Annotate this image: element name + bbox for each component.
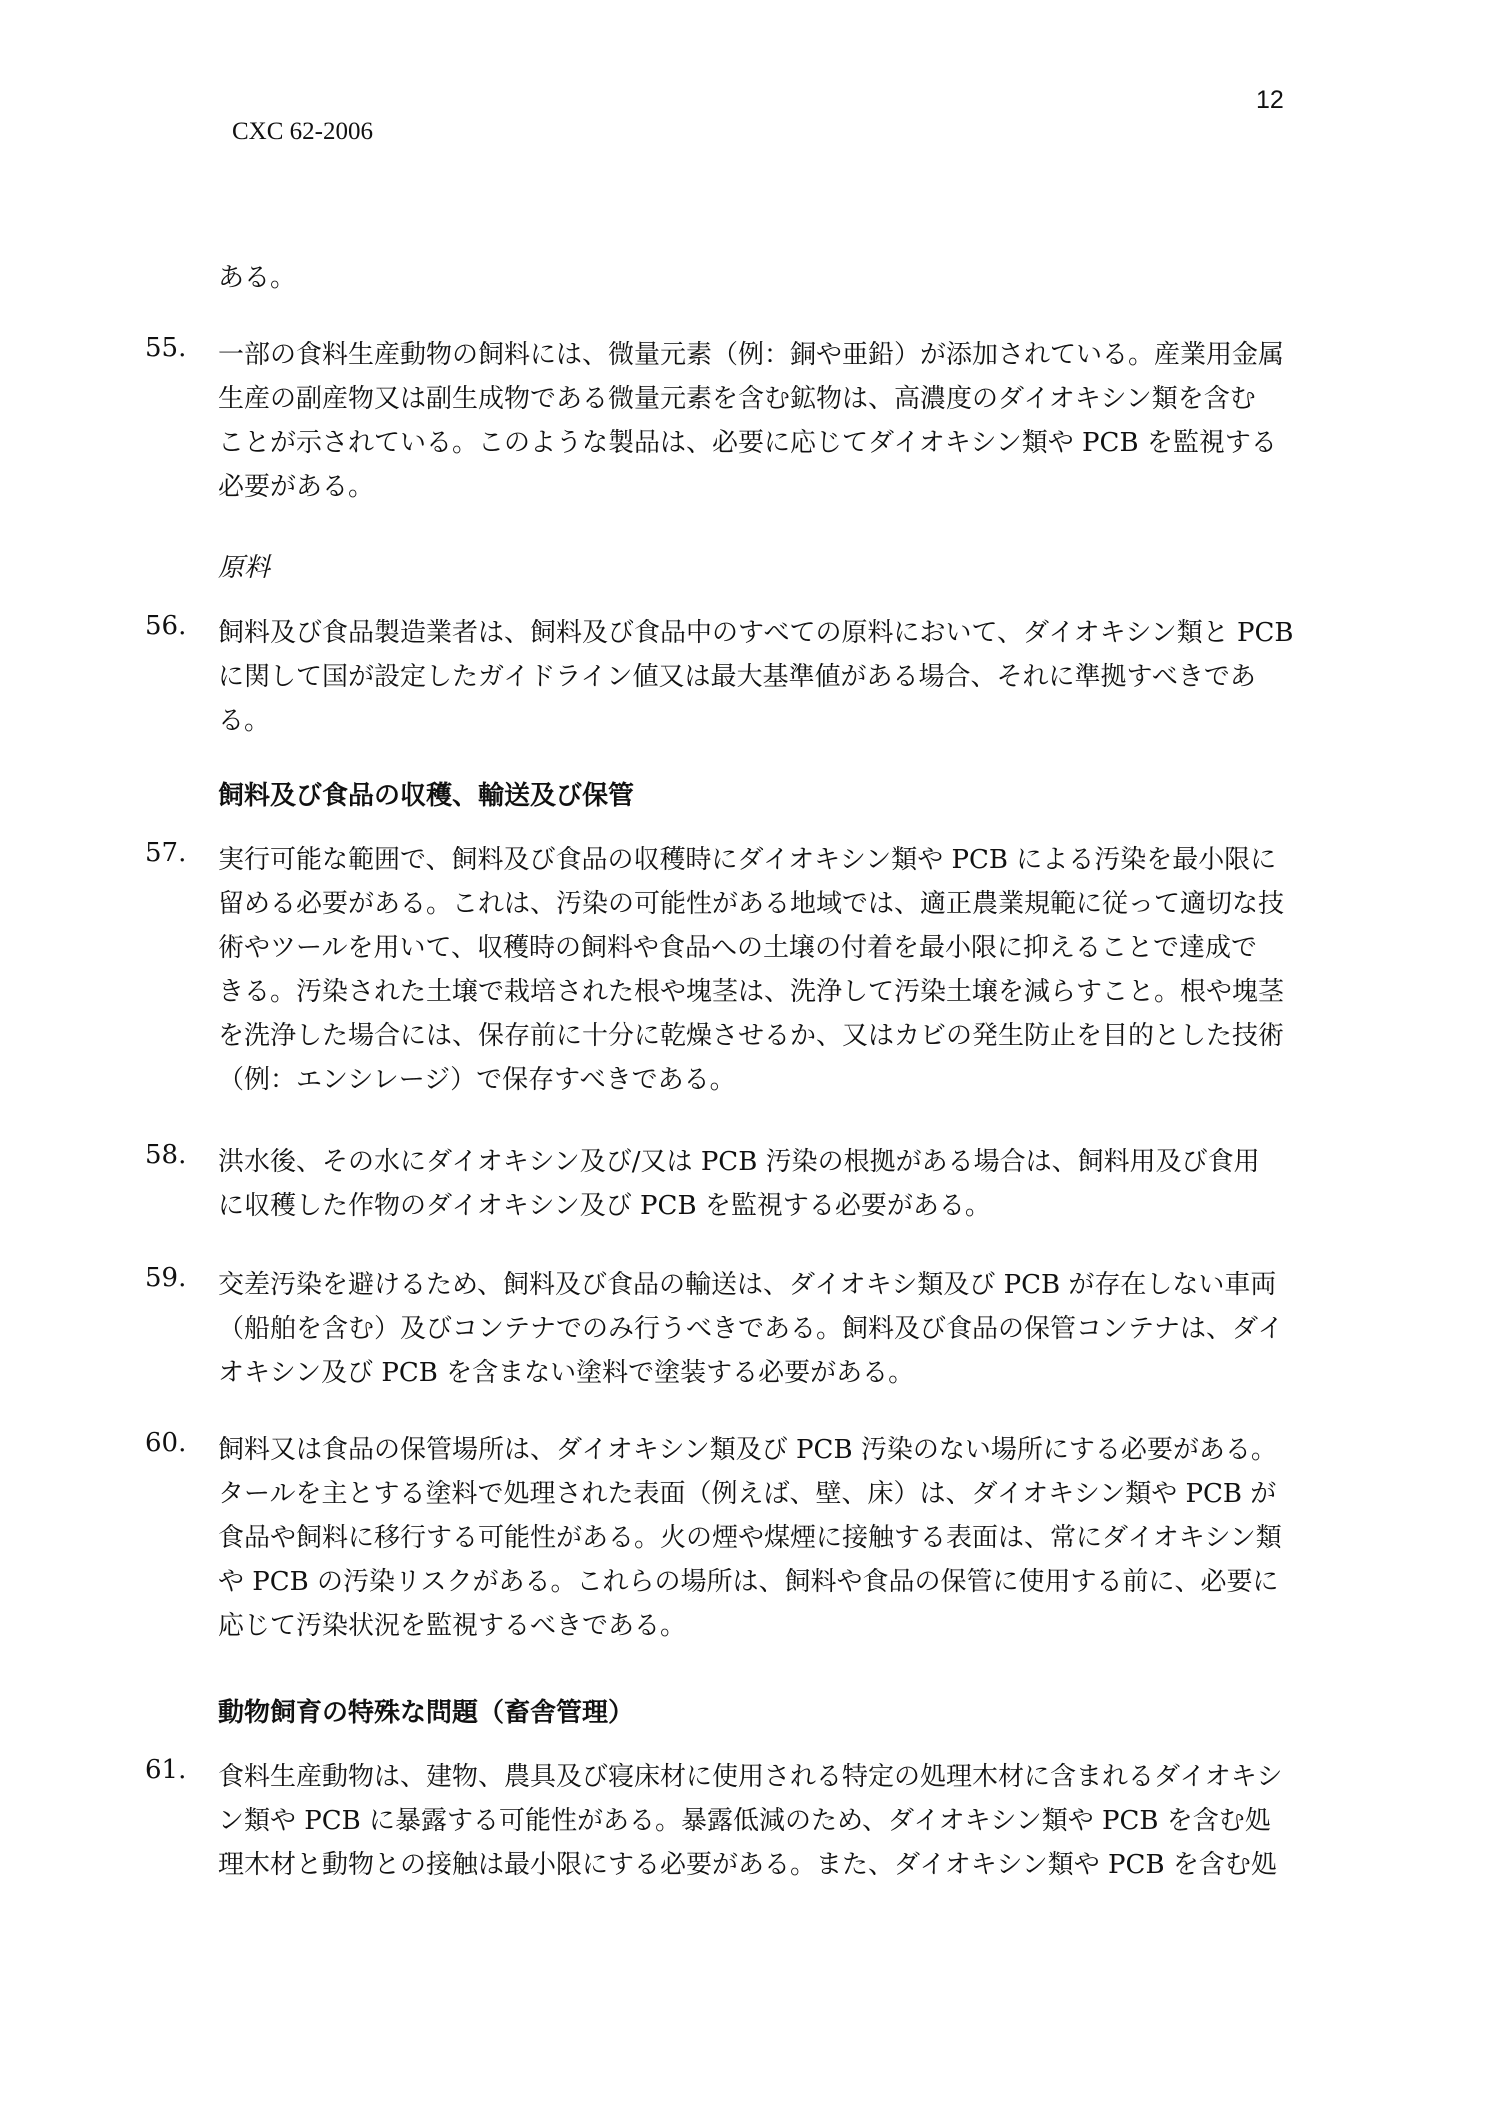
text-line: 応じて汚染状況を監視するべきである。	[218, 1611, 687, 1641]
text-line: る。	[218, 706, 271, 736]
paragraph-number: 55.	[145, 333, 187, 363]
text-line: タールを主とする塗料で処理された表面（例えば、壁、床）は、ダイオキシン類や PCB が	[218, 1479, 1277, 1509]
section-heading-harvest: 飼料及び食品の収穫、輸送及び保管	[218, 781, 635, 811]
paragraph-58	[145, 1140, 1295, 1228]
text-line: 飼料及び食品製造業者は、飼料及び食品中のすべての原料において、ダイオキシン類と PCB	[218, 618, 1294, 648]
paragraph-57	[145, 838, 1295, 1102]
text-line: 必要がある。	[218, 472, 375, 502]
paragraph-number: 59.	[145, 1263, 187, 1293]
text-line: 理木材と動物との接触は最小限にする必要がある。また、ダイオキシン類や PCB を含む処	[218, 1850, 1277, 1880]
text-line: （船舶を含む）及びコンテナでのみ行うべきである。飼料及び食品の保管コンテナは、ダイ	[218, 1314, 1284, 1344]
paragraph-number: 58.	[145, 1140, 187, 1170]
text-line: 交差汚染を避けるため、飼料及び食品の輸送は、ダイオキシ類及び PCB が存在しない車両	[218, 1270, 1277, 1300]
text-line: ある。	[218, 263, 297, 293]
text-line: ン類や PCB に暴露する可能性がある。暴露低減のため、ダイオキシン類や PCB を含む処	[218, 1806, 1271, 1836]
paragraph-59	[145, 1263, 1295, 1395]
paragraph-61	[145, 1755, 1295, 1887]
text-line: きる。汚染された土壌で栽培された根や塊茎は、洗浄して汚染土壌を減らすこと。根や塊茎	[218, 977, 1285, 1007]
text-line: 留める必要がある。これは、汚染の可能性がある地域では、適正農業規範に従って適切な技	[218, 889, 1285, 919]
paragraph-number: 60.	[145, 1428, 187, 1458]
text-line: や PCB の汚染リスクがある。これらの場所は、飼料や食品の保管に使用する前に、必要に	[218, 1567, 1279, 1597]
text-line: 食料生産動物は、建物、農具及び寝床材に使用される特定の処理木材に含まれるダイオキシ	[218, 1762, 1283, 1792]
text-line: オキシン及び PCB を含まない塗料で塗装する必要がある。	[218, 1358, 915, 1388]
page-number: 12	[1256, 86, 1284, 114]
continuation-text	[145, 256, 1295, 300]
text-line: に収穫した作物のダイオキシン及び PCB を監視する必要がある。	[218, 1191, 991, 1221]
text-line: を洗浄した場合には、保存前に十分に乾燥させるか、又はカビの発生防止を目的とした技術	[218, 1021, 1285, 1051]
document-code: CXC 62-2006	[232, 118, 373, 145]
text-line: 生産の副産物又は副生成物である微量元素を含む鉱物は、高濃度のダイオキシン類を含む	[218, 384, 1256, 414]
text-line: 実行可能な範囲で、飼料及び食品の収穫時にダイオキシン類や PCB による汚染を最小限に	[218, 845, 1277, 875]
paragraph-60	[145, 1428, 1295, 1648]
text-line: 一部の食料生産動物の飼料には、微量元素（例：銅や亜鉛）が添加されている。産業用金属	[218, 340, 1285, 370]
text-line: 飼料又は食品の保管場所は、ダイオキシン類及び PCB 汚染のない場所にする必要がある。	[218, 1435, 1277, 1465]
text-line: に関して国が設定したガイドライン値又は最大基準値がある場合、それに準拠すべきであ	[218, 662, 1256, 692]
text-line: （例：エンシレージ）で保存すべきである。	[218, 1065, 736, 1095]
text-line: 洪水後、その水にダイオキシン及び/又は PCB 汚染の根拠がある場合は、飼料用及び食用	[218, 1147, 1260, 1177]
text-line: 術やツールを用いて、収穫時の飼料や食品への土壌の付着を最小限に抑えることで達成で	[218, 933, 1257, 963]
section-heading-raw-materials: 原料	[218, 553, 271, 583]
paragraph-number: 57.	[145, 838, 187, 868]
paragraph-number: 56.	[145, 611, 187, 641]
paragraph-56	[145, 611, 1295, 743]
paragraph-55	[145, 333, 1295, 509]
section-heading-animal-husbandry: 動物飼育の特殊な問題（畜舎管理）	[218, 1698, 635, 1728]
text-line: ことが示されている。このような製品は、必要に応じてダイオキシン類や PCB を監視する	[218, 428, 1277, 458]
paragraph-number: 61.	[145, 1755, 187, 1785]
text-line: 食品や飼料に移行する可能性がある。火の煙や煤煙に接触する表面は、常にダイオキシン類	[218, 1523, 1282, 1553]
